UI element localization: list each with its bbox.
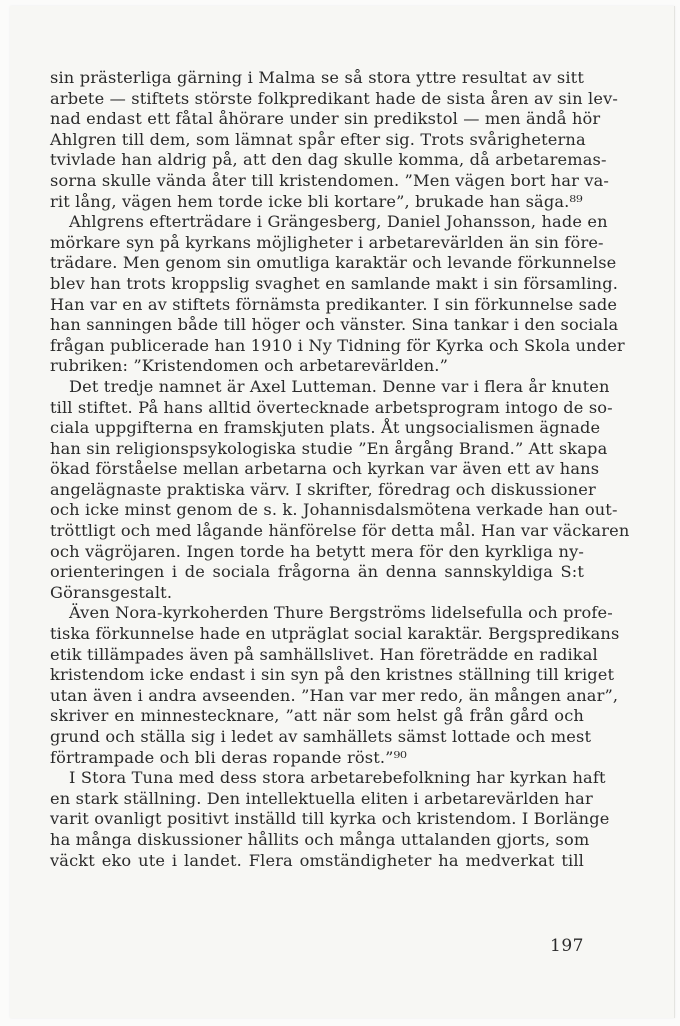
text-line: blev han trots kroppslig svaghet en samlande makt i sin församling.	[50, 273, 619, 293]
text-line: orienteringen i de sociala frågorna än denna sannskyldiga S:t	[50, 562, 584, 582]
text-line: förtrampade och bli deras ropande röst.”⁹⁰	[50, 747, 407, 767]
text-line: Han var en av stiftets förnämsta predikanter. I sin förkunnelse sade	[50, 294, 618, 314]
text-line: Det tredje namnet är Axel Lutteman. Denne var i flera år knuten	[69, 376, 610, 396]
text-line: skriver en minnestecknare, ”att när som helst gå från gård och	[50, 706, 584, 726]
text-line: etik tillämpades även på samhällslivet. Han företrädde en radikal	[50, 644, 598, 664]
text-line: varit ovanligt positivt inställd till kyrka och kristendom. I Borlänge	[50, 809, 610, 829]
text-line: arbete — stiftets störste folkpredikant hade de sista åren av sin lev-	[50, 88, 618, 108]
text-line: och icke minst genom de s. k. Johannisdalsmötena verkade han out-	[50, 500, 618, 520]
text-line: han sanningen både till höger och vänster. Sina tankar i den sociala	[50, 315, 619, 335]
text-line: rit lång, vägen hem torde icke bli kortare”, brukade han säga.⁸⁹	[50, 191, 583, 211]
text-line: ciala uppgifterna en framskjuten plats. Åt ungsocialismen ägnade	[50, 418, 601, 438]
text-line: ökad förståelse mellan arbetarna och kyrkan var även ett av hans	[50, 459, 600, 479]
text-line: Även Nora-kyrkoherden Thure Bergströms lidelsefulla och profe-	[69, 603, 613, 623]
text-line: Göransgestalt.	[50, 582, 173, 602]
text-line: Ahlgrens efterträdare i Grängesberg, Daniel Johansson, hade en	[69, 212, 608, 232]
text-line: rubriken: ”Kristendomen och arbetarevärlden.”	[50, 356, 449, 376]
text-line: ha många diskussioner hållits och många uttalanden gjorts, som	[50, 829, 590, 849]
text-line: I Stora Tuna med dess stora arbetarebefolkning har kyrkan haft	[69, 768, 606, 788]
body-text	[50, 68, 630, 871]
text-line: kristendom icke endast i sin syn på den kristnes ställning till kriget	[50, 665, 615, 685]
text-line: sorna skulle vända åter till kristendomen. ”Men vägen bort har va-	[50, 170, 610, 190]
text-line: grund och ställa sig i ledet av samhällets sämst lottade och mest	[50, 727, 592, 746]
text-line: nad endast ett fåtal åhörare under sin predikstol — men ändå hör	[50, 109, 601, 129]
text-line: tiska förkunnelse hade en utpräglat social karaktär. Bergspredikans	[50, 624, 620, 644]
text-line: Ahlgren till dem, som lämnat spår efter sig. Trots svårigheterna	[50, 129, 586, 149]
text-line: tröttligt och med lågande hänförelse för detta mål. Han var väckaren	[50, 521, 630, 541]
page-number: 197	[550, 936, 584, 956]
text-line: en stark ställning. Den intellektuella eliten i arbetarevärlden har	[50, 788, 593, 808]
text-line: utan även i andra avseenden. ”Han var mer redo, än mången anar”,	[50, 685, 619, 705]
text-line: han sin religionspsykologiska studie ”En årgång Brand.” Att skapa	[50, 438, 608, 458]
book-page	[10, 6, 675, 1018]
text-line: sin prästerliga gärning i Malma se så stora yttre resultat av sitt	[50, 68, 584, 87]
text-line: tvivlade han aldrig på, att den dag skulle komma, då arbetaremas-	[50, 150, 607, 170]
text-line: mörkare syn på kyrkans möjligheter i arbetarevärlden än sin före-	[50, 232, 604, 252]
text-line: väckt eko ute i landet. Flera omständigheter ha medverkat till	[50, 850, 584, 870]
text-line: och vägröjaren. Ingen torde ha betytt mera för den kyrkliga ny-	[50, 541, 584, 561]
text-line: frågan publicerade han 1910 i Ny Tidning för Kyrka och Skola under	[50, 335, 625, 355]
text-line: angelägnaste praktiska värv. I skrifter, föredrag och diskussioner	[50, 479, 596, 499]
text-line: till stiftet. På hans alltid övertecknade arbetsprogram intogo de so-	[50, 397, 613, 417]
text-line: trädare. Men genom sin omutliga karaktär och levande förkunnelse	[50, 253, 617, 273]
